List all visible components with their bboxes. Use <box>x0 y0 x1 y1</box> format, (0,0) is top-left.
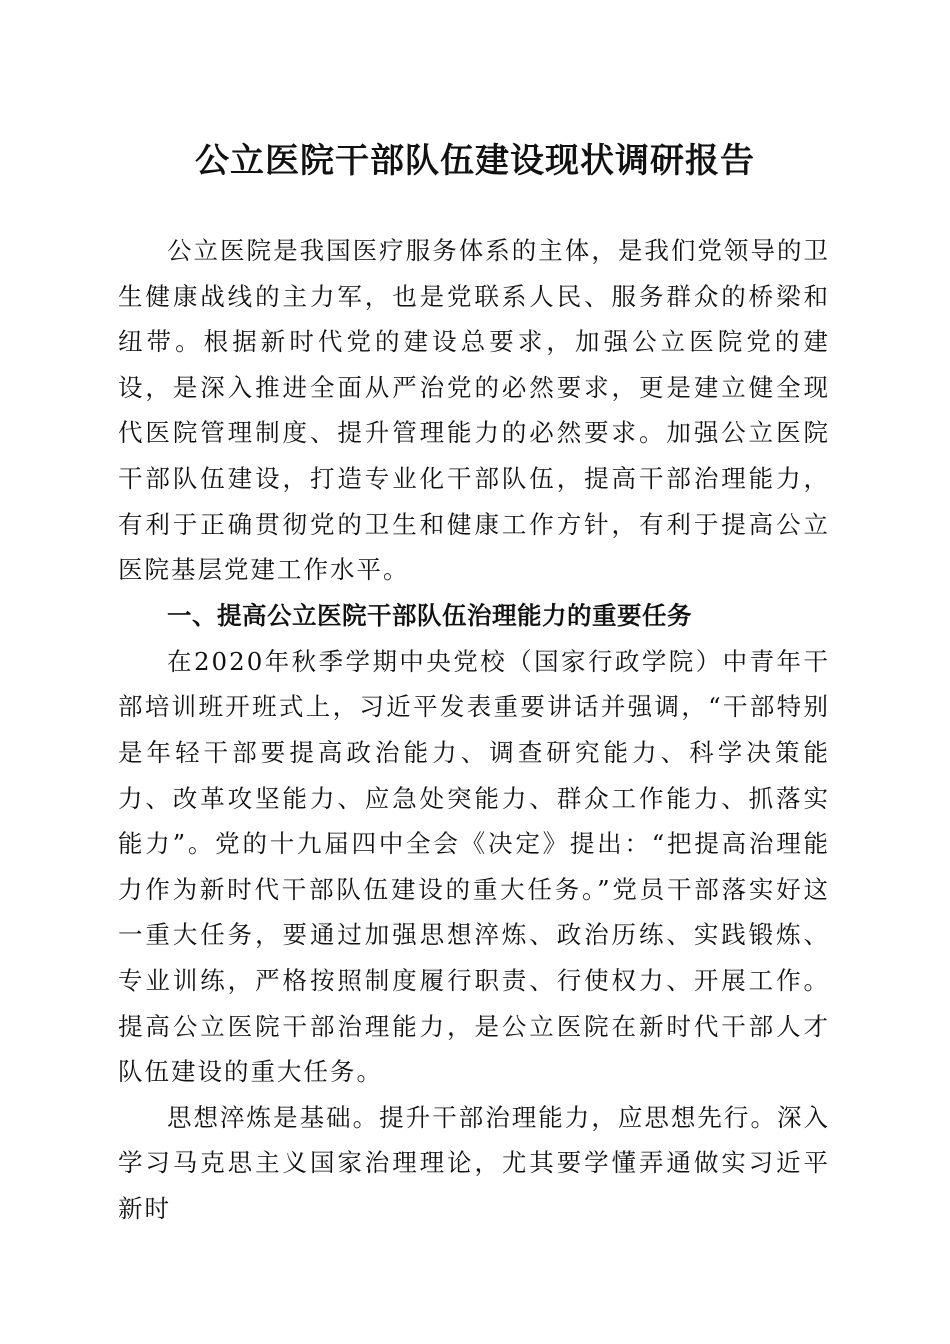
document-body <box>118 228 830 1231</box>
section-paragraph: 在2020年秋季学期中央党校（国家行政学院）中青年干部培训班开班式上，习近平发表重要讲话并强调，“干部特别是年轻干部要提高政治能力、调查研究能力、科学决策能力、改革攻坚能力、应急处突能力、群众工作能力、抓落实能力”。党的十九届四中全会《决定》提出：“把提高治理能力作为新时代干部队伍建设的重大任务。”党员干部落实好这一重大任务，要通过加强思想淬炼、政治历练、实践锻炼、专业训练，严格按照制度履行职责、行使权力、开展工作。提高公立医院干部治理能力，是公立医院在新时代干部人才队伍建设的重大任务。 <box>118 646 830 1087</box>
intro-paragraph: 公立医院是我国医疗服务体系的主体，是我们党领导的卫生健康战线的主力军，也是党联系人民、服务群众的桥梁和纽带。根据新时代党的建设总要求，加强公立医院党的建设，是深入推进全面从严治党的必然要求，更是建立健全现代医院管理制度、提升管理能力的必然要求。加强公立医院干部队伍建设，打造专业化干部队伍，提高干部治理能力，有利于正确贯彻党的卫生和健康工作方针，有利于提高公立医院基层党建工作水平。 <box>118 236 830 585</box>
section-heading: 一、提高公立医院干部队伍治理能力的重要任务 <box>167 600 692 630</box>
document-title: 公立医院干部队伍建设现状调研报告 <box>195 141 755 181</box>
section-paragraph: 思想淬炼是基础。提升干部治理能力，应思想先行。深入学习马克思主义国家治理理论，尤其要学懂弄通做实习近平新时 <box>118 1102 830 1223</box>
